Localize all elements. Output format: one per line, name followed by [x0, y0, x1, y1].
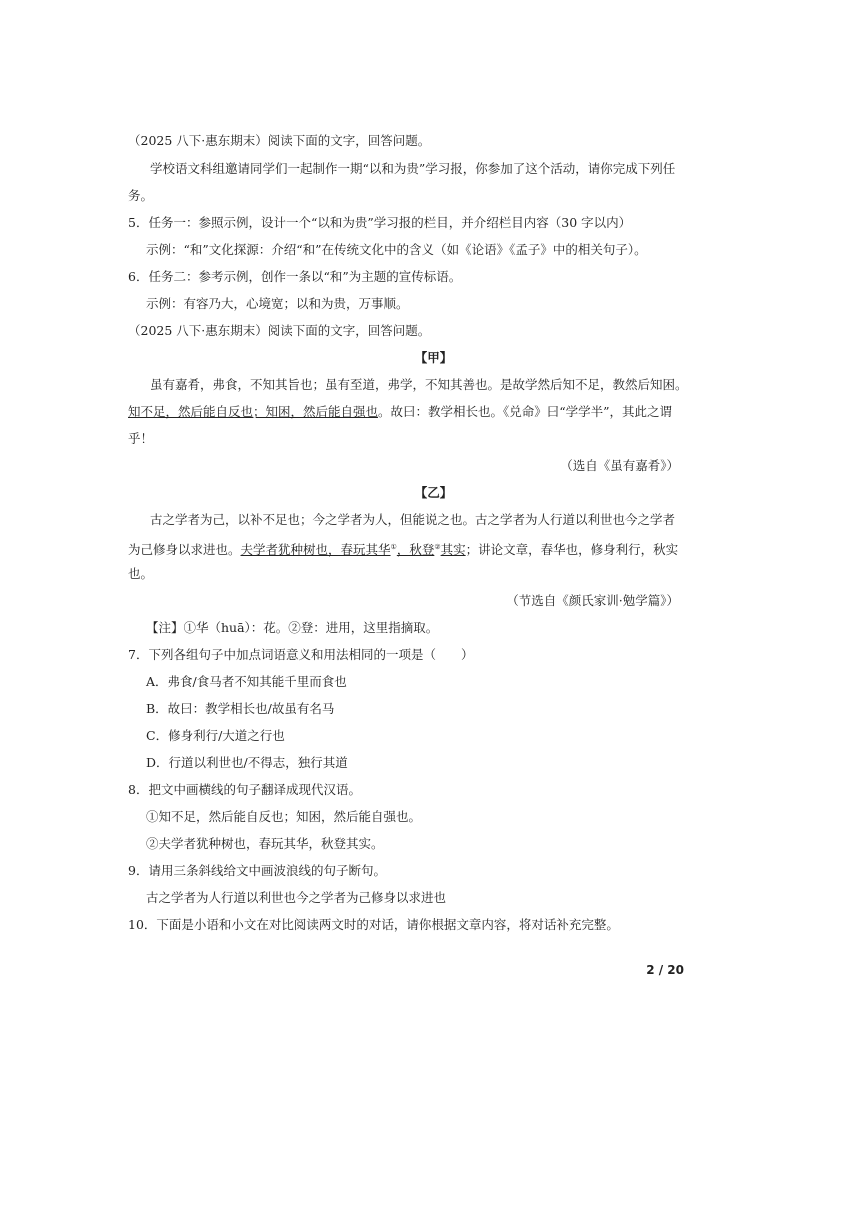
question-8-item-2: ②夫学者犹种树也，春玩其华，秋登其实。: [146, 836, 384, 851]
question-9-stem: 9．请用三条斜线给文中画波浪线的句子断句。: [128, 863, 386, 878]
passage-jia-attribution: （选自《虽有嘉肴》）: [560, 458, 679, 473]
page-number: 2 / 20: [646, 963, 684, 977]
underlined-sentence-1: 知不足，然后能自反也；知困，然后能自强也: [128, 404, 379, 419]
passage-yi-notes: 【注】①华（huā）：花。②登：进用，这里指摘取。: [146, 620, 439, 635]
intro-paragraph-line-2: 务。: [128, 188, 154, 203]
question-5-stem: 5．任务一：参照示例，设计一个“以和为贵”学习报的栏目，并介绍栏目内容（30 字以内）: [128, 215, 632, 230]
underlined-sentence-2b: ，秋登: [396, 542, 435, 558]
passage-yi-line-3: 也。: [128, 566, 154, 581]
question-7-option-a: A．弗食/食马者不知其能千里而食也: [146, 674, 347, 689]
passage-yi-line-1: 古之学者为己，以补不足也；今之学者为人，但能说之也。古之学者为人行道以利世也今之学者: [150, 512, 676, 527]
question-8-item-1: ①知不足，然后能自反也；知困，然后能自强也。: [146, 809, 422, 824]
source-line-1: （2025 八下·惠东期末）阅读下面的文字，回答问题。: [128, 133, 431, 148]
passage-yi-line-2-end: ；讲论文章，春华也，修身利行，秋实: [465, 542, 679, 558]
footnote-marker-2: ②: [434, 543, 441, 551]
footnote-marker-1: ①: [390, 543, 397, 551]
question-7-stem: 7．下列各组句子中加点词语意义和用法相同的一项是（ ）: [128, 647, 474, 662]
question-10-stem: 10．下面是小语和小文在对比阅读两文时的对话，请你根据文章内容，将对话补充完整。: [128, 917, 619, 932]
underlined-sentence-2a: 夫学者犹种树也，春玩其华: [240, 542, 391, 558]
question-6-example: 示例：有容乃大，心境宽；以和为贵，万事顺。: [146, 296, 409, 311]
question-6-stem: 6．任务二：参考示例，创作一条以“和”为主题的宣传标语。: [128, 269, 462, 284]
question-5-example: 示例：“和”文化探源：介绍“和”在传统文化中的含义（如《论语》《孟子》中的相关句子）。: [146, 242, 647, 257]
question-8-stem: 8．把文中画横线的句子翻译成现代汉语。: [128, 782, 361, 797]
passage-jia-line-2: [128, 403, 672, 421]
passage-jia-line-2-rest: 。故曰：教学相长也。《兑命》曰“学学半”，其此之谓: [378, 404, 673, 419]
passage-yi-line-2: [128, 538, 678, 559]
question-7-option-b: B．故曰：教学相长也/故虽有名马: [146, 701, 335, 716]
passage-jia-line-1: 虽有嘉肴，弗食，不知其旨也；虽有至道，弗学，不知其善也。是故学然后知不足，教然后知困。: [150, 377, 688, 392]
source-line-2: （2025 八下·惠东期末）阅读下面的文字，回答问题。: [128, 323, 431, 338]
underlined-sentence-2c: 其实: [440, 542, 466, 558]
passage-yi-line-2-start: 为己修身以求进也。: [128, 542, 241, 558]
passage-yi-attribution: （节选自《颜氏家训·勉学篇》）: [506, 593, 679, 608]
passage-yi-heading: 【乙】: [414, 485, 453, 500]
intro-paragraph-line-1: 学校语文科组邀请同学们一起制作一期“以和为贵”学习报，你参加了这个活动，请你完成下列任: [150, 161, 676, 176]
passage-jia-line-3: 乎！: [128, 431, 154, 446]
question-9-sentence: 古之学者为人行道以利世也今之学者为己修身以求进也: [146, 890, 447, 905]
passage-jia-heading: 【甲】: [414, 350, 453, 365]
question-7-option-c: C．修身利行/大道之行也: [146, 728, 285, 743]
question-7-option-d: D．行道以利世也/不得志，独行其道: [146, 755, 348, 770]
